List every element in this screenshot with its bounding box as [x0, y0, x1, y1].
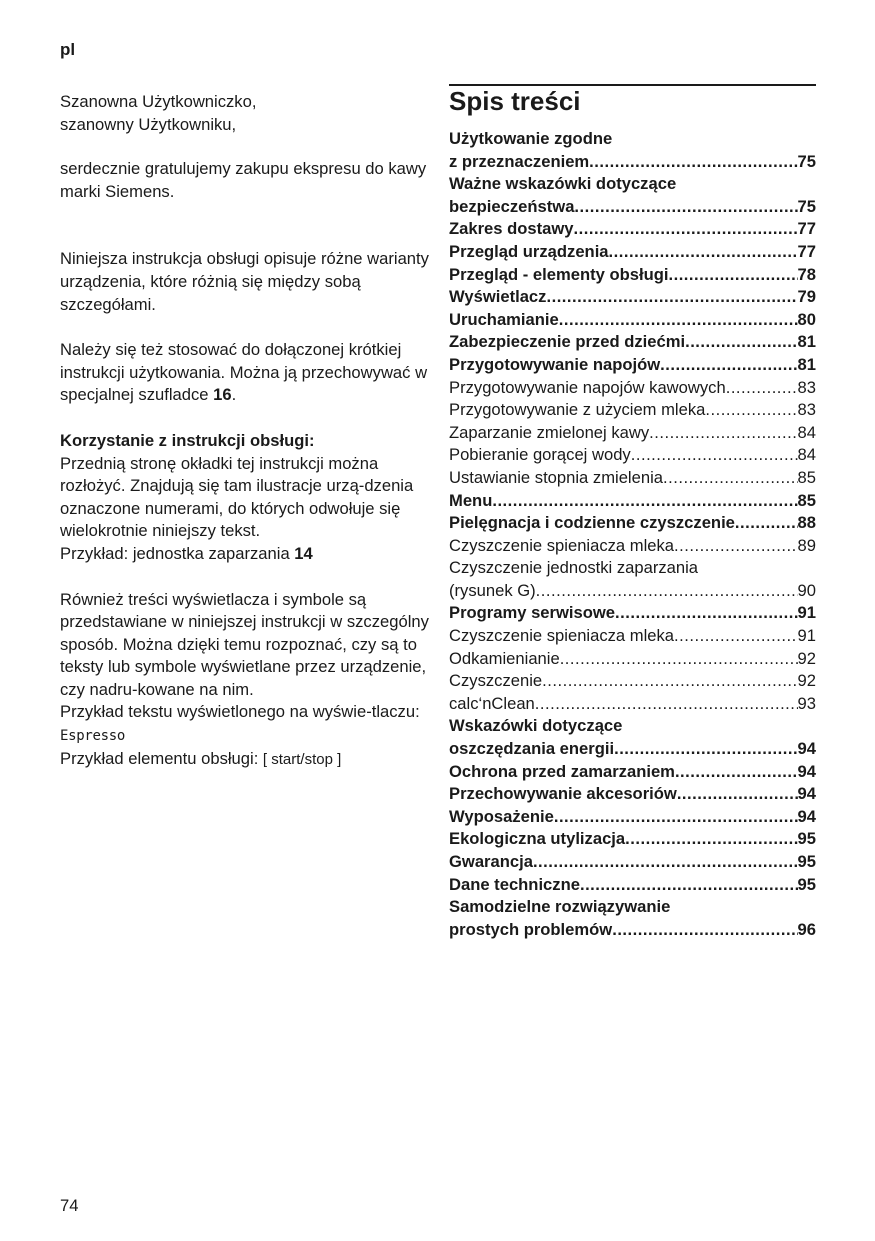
toc-entry-label: Ustawianie stopnia zmielenia	[449, 467, 663, 487]
toc-dot-leader	[675, 761, 798, 784]
toc-entry-label: Czyszczenie jednostki zaparzania	[449, 558, 699, 578]
example-unit-number: 14	[294, 543, 313, 563]
toc-dot-leader	[546, 286, 797, 309]
toc-entry-label: Przygotowywanie z użyciem mleka	[449, 400, 706, 420]
toc-entry-page: 91	[797, 603, 816, 623]
intro-column	[60, 91, 430, 771]
toc-dot-leader	[705, 399, 797, 422]
toc-entry	[449, 648, 816, 671]
toc-entry	[449, 557, 816, 580]
toc-entry	[449, 309, 816, 332]
toc-entry-label: Czyszczenie spieniacza mleka	[449, 626, 675, 646]
toc-entry	[449, 715, 816, 738]
toc-entry-label: Pielęgnacja i codzienne czyszczenie	[449, 513, 735, 533]
toc-entry	[449, 331, 816, 354]
toc-entry-label: Gwarancja	[449, 852, 533, 871]
toc-entry-label: Zabezpieczenie przed dziećmi	[449, 332, 686, 352]
toc-entry	[449, 738, 816, 761]
example-control-value: [ start/stop ]	[262, 750, 342, 768]
toc-dot-leader	[542, 670, 797, 693]
page-number: 74	[60, 1196, 79, 1215]
toc-entry	[449, 490, 816, 513]
toc-entry	[449, 196, 816, 219]
toc-entry-label: Menu	[449, 490, 493, 510]
toc-dot-leader	[668, 264, 797, 287]
toc-entry	[449, 806, 816, 829]
toc-entry-label: Przegląd - elementy obsługi	[449, 264, 669, 284]
toc-dot-leader	[533, 851, 798, 874]
toc-entry	[449, 896, 816, 919]
toc-entry-label: calc‘nClean	[449, 693, 535, 713]
toc-entry-page: 94	[797, 806, 816, 826]
toc-dot-leader	[535, 693, 798, 716]
toc-entry	[449, 512, 816, 535]
example-display-label: Przykład tekstu wyświetlonego na wyświe-tlaczu:	[60, 702, 420, 722]
toc-dot-leader	[615, 602, 798, 625]
toc-entry-page: 95	[797, 829, 816, 849]
toc-entry-page: 94	[797, 784, 816, 804]
toc-entry	[449, 625, 816, 648]
toc-dot-leader	[631, 444, 798, 467]
toc-entry	[449, 173, 816, 196]
example-display	[60, 701, 430, 747]
toc-dot-leader	[580, 874, 798, 897]
toc-entry	[449, 399, 816, 422]
toc-entry-label: Ważne wskazówki dotyczące	[449, 174, 677, 194]
toc-entry-page: 79	[797, 287, 816, 307]
toc-dot-leader	[660, 354, 797, 377]
toc-entry-label: Przygotowywanie napojów kawowych	[449, 377, 726, 397]
toc-dot-leader	[726, 377, 798, 400]
greeting-line-1: Szanowna Użytkowniczko,	[60, 92, 257, 111]
toc-dot-leader	[554, 806, 798, 829]
toc-entry	[449, 919, 816, 942]
toc-entry-page: 78	[797, 264, 816, 284]
toc-entry	[449, 580, 816, 603]
toc-entry-page: 75	[797, 196, 816, 216]
toc-entry	[449, 693, 816, 716]
toc-dot-leader	[536, 580, 798, 603]
example-unit-label: Przykład: jednostka zaparzania	[60, 543, 295, 563]
toc-entry-label: Przechowywanie akcesoriów	[449, 784, 677, 804]
toc-entry-label: Ochrona przed zamarzaniem	[449, 761, 675, 781]
toc-entry-page: 94	[797, 739, 816, 759]
toc-entry	[449, 377, 816, 400]
toc-entry	[449, 783, 816, 806]
toc-entry-label: Ekologiczna utylizacja	[449, 829, 626, 849]
toc-entry-label: z przeznaczeniem	[449, 151, 590, 171]
toc-dot-leader	[612, 919, 797, 942]
toc-entry-label: Programy serwisowe	[449, 603, 616, 623]
toc-entry	[449, 535, 816, 558]
toc-entry-page: 96	[797, 919, 816, 939]
toc-dot-leader	[614, 738, 797, 761]
toc-entry-label: Przygotowywanie napojów	[449, 354, 661, 374]
toc-entry-label: Dane techniczne	[449, 874, 580, 894]
toc-dot-leader	[649, 422, 797, 445]
toc-entry-page: 84	[797, 422, 816, 442]
toc-entry	[449, 874, 816, 897]
toc-entry-page: 84	[797, 445, 816, 465]
toc-dot-leader	[625, 828, 797, 851]
display-text: Również treści wyświetlacza i symbole są przedstawiane w niniejszej instrukcji w szczególny sposób. Można dzięki temu rozpoznać, czy są to teksty lub symbole wyświetlane przez urządzenie, czy nadru-kowane na nim.	[60, 589, 429, 699]
example-control	[60, 748, 430, 772]
toc-dot-leader	[609, 241, 798, 264]
toc-dot-leader	[677, 783, 798, 806]
toc-entry	[449, 444, 816, 467]
toc-dot-leader	[674, 535, 798, 558]
example-unit	[60, 543, 430, 566]
table-of-contents	[449, 128, 816, 941]
toc-entry	[449, 354, 816, 377]
toc-entry-page: 90	[797, 580, 816, 600]
toc-entry-label: Uruchamianie	[449, 309, 559, 329]
toc-dot-leader	[492, 490, 797, 513]
toc-dot-leader	[589, 151, 797, 174]
toc-entry	[449, 602, 816, 625]
toc-entry-page: 75	[797, 151, 816, 171]
toc-entry-page: 83	[797, 400, 816, 420]
toc-dot-leader	[559, 309, 798, 332]
toc-entry-label: Odkamienianie	[449, 648, 560, 668]
toc-entry-label: Zakres dostawy	[449, 219, 574, 239]
toc-entry	[449, 670, 816, 693]
short-instructions-text	[60, 339, 430, 407]
toc-entry	[449, 761, 816, 784]
toc-entry-label: Czyszczenie spieniacza mleka	[449, 535, 675, 555]
toc-entry-label: Wyświetlacz	[449, 287, 547, 307]
variants-text: Niniejsza instrukcja obsługi opisuje różne warianty urządzenia, które różnią się między sobą szczegółami.	[60, 249, 429, 314]
toc-dot-leader	[574, 196, 797, 219]
toc-entry-page: 94	[797, 761, 816, 781]
toc-entry-label: Wyposażenie	[449, 806, 554, 826]
toc-dot-leader	[560, 648, 798, 671]
toc-entry-page: 91	[797, 626, 816, 646]
toc-entry-page: 85	[797, 467, 816, 487]
toc-entry-page: 95	[797, 852, 816, 871]
toc-entry-page: 95	[797, 874, 816, 894]
example-control-label: Przykład elementu obsługi:	[60, 748, 263, 768]
toc-entry-label: bezpieczeństwa	[449, 196, 575, 216]
example-display-value: Espresso	[60, 728, 126, 745]
congratulations-text: serdecznie gratulujemy zakupu ekspresu do kawy marki Siemens.	[60, 159, 427, 201]
toc-entry-page: 81	[797, 354, 816, 374]
toc-entry-page: 83	[797, 377, 816, 397]
toc-entry-label: Czyszczenie	[449, 671, 543, 691]
toc-entry-label: prostych problemów	[449, 919, 613, 939]
toc-title: Spis treści	[449, 86, 581, 116]
toc-entry	[449, 286, 816, 309]
usage-heading: Korzystanie z instrukcji obsługi:	[60, 430, 315, 450]
toc-entry	[449, 264, 816, 287]
toc-dot-leader	[685, 331, 797, 354]
toc-dot-leader	[674, 625, 798, 648]
toc-entry-page: 92	[797, 648, 816, 668]
toc-entry-label: Przegląd urządzenia	[449, 241, 609, 261]
toc-entry-label: Wskazówki dotyczące	[449, 716, 623, 736]
language-code: pl	[60, 40, 76, 59]
drawer-number: 16	[213, 385, 232, 405]
toc-entry-page: 80	[797, 309, 816, 329]
toc-entry	[449, 151, 816, 174]
toc-entry-page: 85	[797, 490, 816, 510]
toc-entry	[449, 128, 816, 151]
toc-entry-page: 77	[797, 241, 816, 261]
toc-entry-label: Użytkowanie zgodne	[449, 129, 613, 148]
toc-entry	[449, 851, 816, 874]
usage-text: Przednią stronę okładki tej instrukcji można rozłożyć. Znajdują się tam ilustracje urzą-dzenia oznaczone numerami, do których odwołuje się wielokrotnie niniejszy tekst.	[60, 453, 414, 541]
toc-entry	[449, 467, 816, 490]
toc-entry-label: Pobieranie gorącej wody	[449, 445, 631, 465]
toc-dot-leader	[574, 218, 798, 241]
toc-entry-page: 77	[797, 219, 816, 239]
toc-entry	[449, 828, 816, 851]
short-instructions-body: Należy się też stosować do dołączonej krótkiej instrukcji użytkowania. Można ją przechowywać w specjalnej szufladce	[60, 340, 428, 405]
toc-entry-label: oszczędzania energii	[449, 739, 615, 759]
toc-entry-page: 93	[797, 693, 816, 713]
toc-entry-page: 88	[797, 513, 816, 533]
toc-entry-page: 89	[797, 535, 816, 555]
toc-entry	[449, 218, 816, 241]
toc-entry-label: (rysunek G)	[449, 580, 536, 600]
short-instructions-end: .	[231, 385, 237, 405]
greeting-line-2: szanowny Użytkowniku,	[60, 114, 237, 134]
toc-dot-leader	[735, 512, 798, 535]
toc-entry	[449, 422, 816, 445]
toc-entry-page: 92	[797, 671, 816, 691]
toc-dot-leader	[663, 467, 798, 490]
toc-entry-label: Zaparzanie zmielonej kawy	[449, 422, 650, 442]
toc-entry-page: 81	[797, 332, 816, 352]
toc-entry-label: Samodzielne rozwiązywanie	[449, 897, 671, 917]
toc-entry	[449, 241, 816, 264]
